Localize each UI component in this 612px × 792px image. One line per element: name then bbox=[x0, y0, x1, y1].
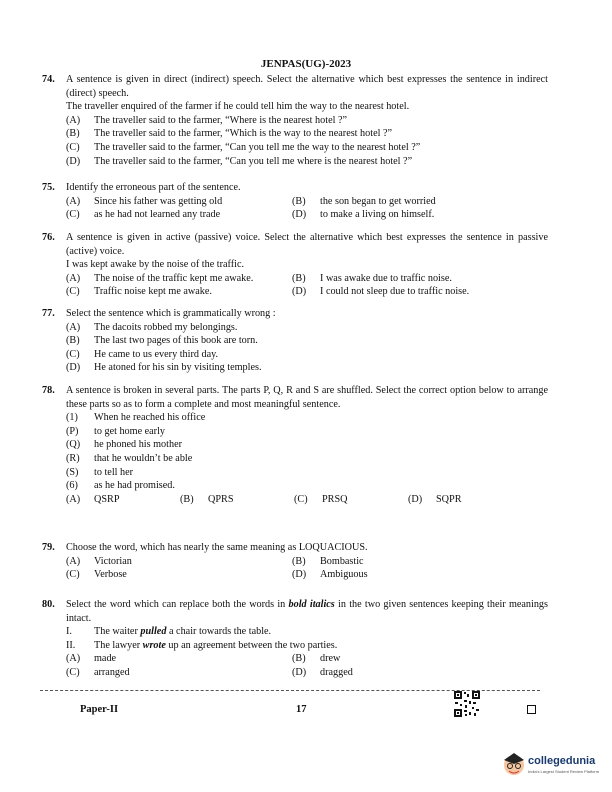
sentence-i: I. The waiter pulled a chair towards the table. bbox=[66, 626, 272, 638]
option-a: (A) The traveller said to the farmer, “Where is the nearest hotel ?” bbox=[66, 114, 348, 126]
question-number: 78. bbox=[42, 385, 55, 396]
option-a: (A) made bbox=[66, 653, 117, 665]
option-a: (A) QSRP bbox=[66, 493, 120, 505]
question-76 bbox=[42, 231, 548, 299]
question-number: 77. bbox=[42, 308, 55, 319]
sentence-part: (1) When he reached his office bbox=[66, 412, 206, 424]
question-prompt: I was kept awake by the noise of the traffic. bbox=[66, 259, 245, 271]
question-75 bbox=[42, 181, 548, 222]
question-number: 80. bbox=[42, 599, 55, 610]
sentence-part: (P) to get home early bbox=[66, 425, 166, 437]
option-c: (C) He came to us every third day. bbox=[66, 348, 219, 360]
option-c: (C) The traveller said to the farmer, “Can you tell me the way to the nearest hotel ?” bbox=[66, 141, 421, 153]
question-text: Select the word which can replace both the words in bold italics in the two given sentences keeping their meanings intact. bbox=[66, 599, 548, 624]
option-a: (A) Victorian bbox=[66, 555, 132, 567]
question-78 bbox=[42, 384, 548, 506]
option-a: (A) Since his father was getting old bbox=[66, 195, 223, 207]
sentence-part: (R) that he wouldn’t be able bbox=[66, 452, 193, 464]
sentence-part: (Q) he phoned his mother bbox=[66, 439, 182, 451]
question-number: 75. bbox=[42, 182, 55, 193]
qr-code-icon bbox=[454, 691, 480, 717]
option-b: (B) I was awake due to traffic noise. bbox=[292, 272, 452, 284]
option-d: (D) I could not sleep due to traffic noise. bbox=[292, 286, 470, 298]
option-a: (A) The noise of the traffic kept me awake. bbox=[66, 272, 254, 284]
page-marker-square bbox=[527, 705, 536, 714]
sentence-part: (6) as he had promised. bbox=[66, 480, 175, 492]
watermark-brand: collegedunia bbox=[528, 755, 596, 767]
option-b: (B) the son began to get worried bbox=[292, 195, 436, 207]
question-text: A sentence is given in active (passive) voice. Select the alternative which best expresses the sentence in passive (active) voice. bbox=[66, 232, 548, 257]
question-number: 76. bbox=[42, 232, 55, 243]
option-d: (D) He atoned for his sin by visiting temples. bbox=[66, 362, 262, 374]
page-title: JENPAS(UG)-2023 bbox=[260, 58, 352, 70]
question-text: Choose the word, which has nearly the same meaning as LOQUACIOUS. bbox=[66, 542, 368, 553]
sentence-ii: II. The lawyer wrote up an agreement between the two parties. bbox=[66, 639, 338, 651]
sentence-part: (S) to tell her bbox=[66, 466, 134, 478]
option-c: (C) Traffic noise kept me awake. bbox=[66, 286, 212, 298]
option-d: (D) The traveller said to the farmer, “Can you tell me where is the nearest hotel ?” bbox=[66, 155, 413, 167]
option-a: (A) The dacoits robbed my belongings. bbox=[66, 321, 238, 333]
option-b: (B) The last two pages of this book are torn. bbox=[66, 335, 258, 347]
paper-label: Paper-II bbox=[80, 704, 119, 715]
option-b: (B) Bombastic bbox=[292, 555, 364, 567]
option-d: (D) to make a living on himself. bbox=[292, 209, 435, 221]
question-text: A sentence is broken in several parts. The parts P, Q, R and S are shuffled. Select the correct option below to arrange these parts so as to form a complete and most meaningful sentence. bbox=[66, 385, 548, 410]
option-c: (C) PRSQ bbox=[294, 493, 348, 505]
option-b: (B) drew bbox=[292, 653, 341, 665]
question-80 bbox=[42, 598, 548, 680]
option-d: (D) Ambiguous bbox=[292, 569, 368, 581]
question-74 bbox=[42, 73, 548, 168]
question-text: Identify the erroneous part of the sentence. bbox=[66, 182, 241, 193]
question-prompt: The traveller enquired of the farmer if he could tell him the way to the nearest hotel. bbox=[66, 101, 410, 113]
question-number: 74. bbox=[42, 74, 55, 85]
option-d: (D) dragged bbox=[292, 666, 353, 678]
option-b: (B) The traveller said to the farmer, “Which is the way to the nearest hotel ?” bbox=[66, 128, 393, 140]
emphasis-text: bold italics bbox=[288, 599, 335, 610]
question-77 bbox=[42, 307, 548, 375]
watermark-tagline: India's Largest Student Review Platform bbox=[528, 769, 600, 774]
page-number: 17 bbox=[296, 704, 307, 715]
option-c: (C) Verbose bbox=[66, 569, 127, 581]
option-b: (B) QPRS bbox=[180, 493, 234, 505]
question-number: 79. bbox=[42, 542, 55, 553]
option-c: (C) as he had not learned any trade bbox=[66, 209, 221, 221]
option-c: (C) arranged bbox=[66, 666, 130, 678]
question-79 bbox=[42, 541, 548, 582]
question-text: A sentence is given in direct (indirect) speech. Select the alternative which best expresses the sentence in indirect (direct) speech. bbox=[66, 74, 548, 99]
question-text: Select the sentence which is grammatically wrong : bbox=[66, 308, 276, 319]
option-d: (D) SQPR bbox=[408, 493, 462, 505]
